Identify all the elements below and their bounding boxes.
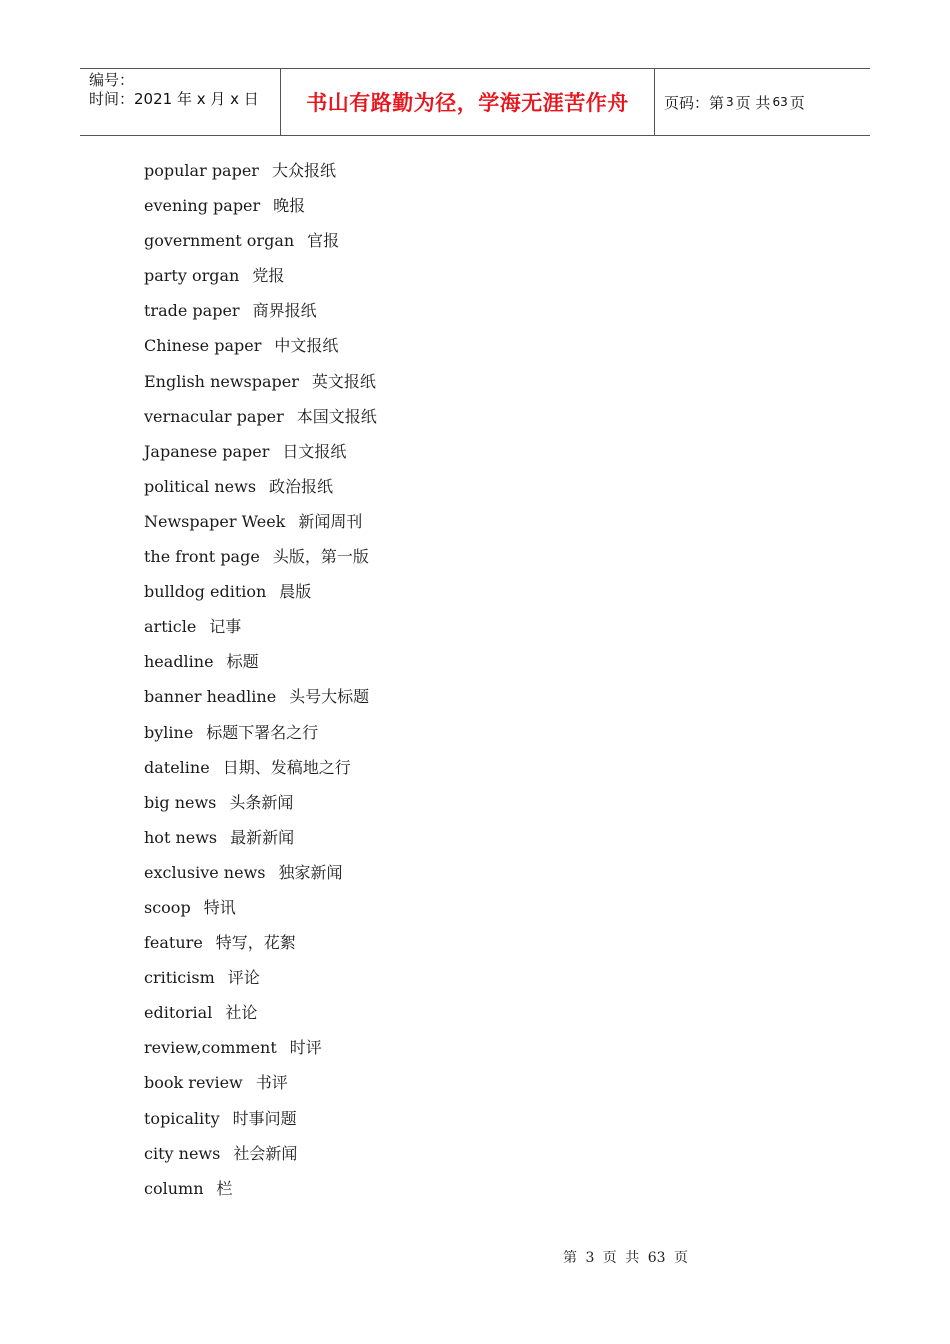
header-page-info [655,69,870,135]
list-item [144,1140,377,1175]
term-english: article [144,617,197,637]
term-chinese: 独家新闻 [278,862,343,882]
page-mid: 页 共 [735,93,771,112]
list-item [144,1105,377,1140]
term-chinese: 官报 [307,231,340,251]
list-item [144,192,377,227]
vocabulary-list [144,157,377,1210]
term-chinese: 晚报 [273,196,306,216]
term-english: big news [144,792,217,812]
number-label: 编号： [89,71,135,89]
page-prefix: 页码：第 [664,93,725,112]
list-item [144,1069,377,1104]
term-chinese: 日期、发稿地之行 [222,757,351,777]
term-english: city news [144,1143,221,1163]
term-english: criticism [144,968,215,988]
term-chinese: 本国文报纸 [296,406,377,426]
term-english: headline [144,652,214,672]
term-chinese: 日文报纸 [282,441,347,461]
list-item [144,297,377,332]
term-chinese: 栏 [216,1178,233,1198]
list-item [144,227,377,262]
list-item [144,824,377,859]
term-chinese: 头条新闻 [229,792,294,812]
term-english: banner headline [144,687,277,707]
page-header [80,68,870,136]
term-english: bulldog edition [144,582,267,602]
term-chinese: 时事问题 [232,1108,297,1128]
list-item [144,543,377,578]
term-chinese: 评论 [227,968,260,988]
term-english: government organ [144,231,295,251]
term-chinese: 商界报纸 [252,301,317,321]
term-english: exclusive news [144,862,266,882]
list-item [144,438,377,473]
list-item [144,789,377,824]
list-item [144,648,377,683]
term-chinese: 头号大标题 [289,687,370,707]
list-item [144,578,377,613]
term-english: topicality [144,1108,220,1128]
term-english: review,comment [144,1038,277,1058]
date-label: 时间：2021 年 x 月 x 日 [89,90,259,108]
list-item [144,368,377,403]
term-chinese: 最新新闻 [230,827,295,847]
term-english: feature [144,933,203,953]
page-total: 63 [772,95,788,109]
list-item [144,1175,377,1210]
term-english: Chinese paper [144,336,262,356]
header-meta [80,69,281,135]
term-english: vernacular paper [144,406,284,426]
page-current: 3 [726,95,734,109]
term-chinese: 英文报纸 [311,371,376,391]
term-chinese: 晨版 [279,582,312,602]
list-item [144,403,377,438]
term-english: Japanese paper [144,441,270,461]
term-english: popular paper [144,161,259,180]
list-item [144,1034,377,1069]
term-english: byline [144,722,194,742]
term-english: political news [144,476,257,496]
header-motto: 书山有路勤为径，学海无涯苦作舟 [281,69,655,135]
term-chinese: 政治报纸 [269,476,334,496]
term-chinese: 社会新闻 [233,1143,298,1163]
term-english: party organ [144,266,240,286]
list-item [144,157,377,192]
term-english: evening paper [144,196,261,216]
list-item [144,894,377,929]
term-english: hot news [144,827,218,847]
term-chinese: 大众报纸 [271,161,336,180]
list-item [144,332,377,367]
list-item [144,683,377,718]
term-chinese: 时评 [289,1038,322,1058]
term-chinese: 标题下署名之行 [206,722,319,742]
list-item [144,859,377,894]
list-item [144,964,377,999]
list-item [144,999,377,1034]
list-item [144,754,377,789]
list-item [144,719,377,754]
list-item [144,473,377,508]
term-english: column [144,1178,204,1198]
list-item [144,508,377,543]
term-chinese: 党报 [252,266,285,286]
term-english: scoop [144,897,191,917]
page-footer: 第 3 页 共 63 页 [563,1250,688,1266]
term-english: dateline [144,757,210,777]
term-chinese: 头版，第一版 [272,547,369,567]
term-english: English newspaper [144,371,299,391]
term-english: editorial [144,1003,213,1023]
list-item [144,262,377,297]
term-english: Newspaper Week [144,511,286,531]
term-chinese: 特写，花絮 [215,933,296,953]
term-chinese: 书评 [255,1073,288,1093]
list-item [144,929,377,964]
term-chinese: 标题 [226,652,259,672]
term-chinese: 社论 [225,1003,258,1023]
term-english: book review [144,1073,243,1093]
term-chinese: 特讯 [203,897,236,917]
list-item [144,613,377,648]
term-chinese: 新闻周刊 [298,511,363,531]
term-english: the front page [144,547,260,567]
term-chinese: 记事 [209,617,242,637]
term-english: trade paper [144,301,240,321]
term-chinese: 中文报纸 [274,336,339,356]
page-suffix: 页 [789,93,805,112]
